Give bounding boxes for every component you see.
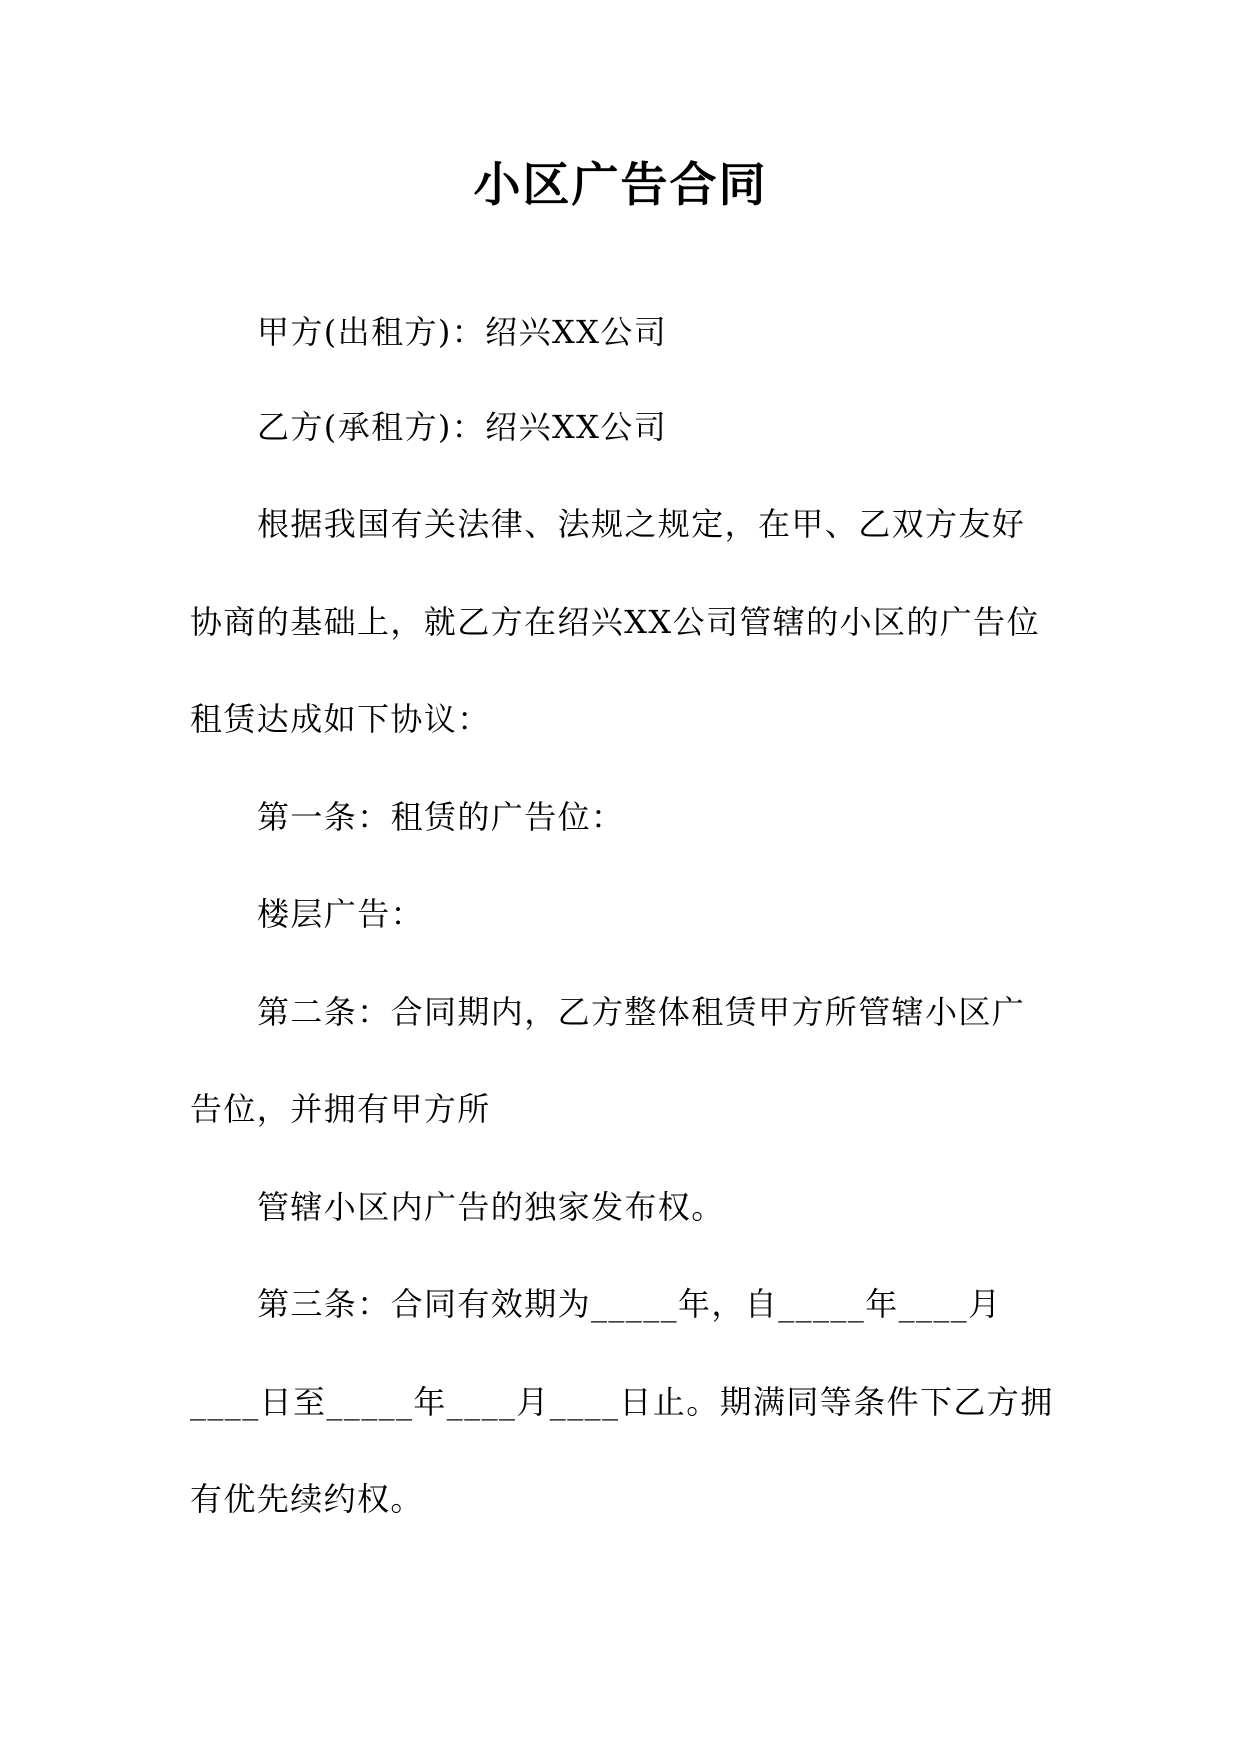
preamble-line-2: 协商的基础上，就乙方在绍兴XX公司管辖的小区的广告位 bbox=[190, 603, 1040, 641]
preamble-line-1: 根据我国有关法律、法规之规定，在甲、乙双方友好 bbox=[257, 505, 1026, 543]
party-b-line: 乙方(承租方)：绍兴XX公司 bbox=[257, 408, 668, 446]
article-3-line-2: ____日至_____年____月____日止。期满同等条件下乙方拥 bbox=[190, 1383, 1054, 1421]
article-2-line-1: 第二条：合同期内，乙方整体租赁甲方所管辖小区广 bbox=[257, 993, 1026, 1031]
article-3-line-1: 第三条：合同有效期为_____年，自_____年____月 bbox=[257, 1285, 1002, 1323]
preamble-line-3: 租赁达成如下协议： bbox=[190, 700, 491, 738]
article-3-line-3: 有优先续约权。 bbox=[190, 1480, 424, 1518]
article-1-heading: 第一条：租赁的广告位： bbox=[257, 798, 625, 836]
article-1-floor-ads: 楼层广告： bbox=[257, 895, 425, 933]
article-2-line-2: 告位，并拥有甲方所 bbox=[190, 1090, 491, 1128]
party-a-line: 甲方(出租方)：绍兴XX公司 bbox=[257, 313, 668, 351]
document-title: 小区广告合同 bbox=[473, 158, 768, 213]
article-2-line-3: 管辖小区内广告的独家发布权。 bbox=[257, 1188, 725, 1226]
